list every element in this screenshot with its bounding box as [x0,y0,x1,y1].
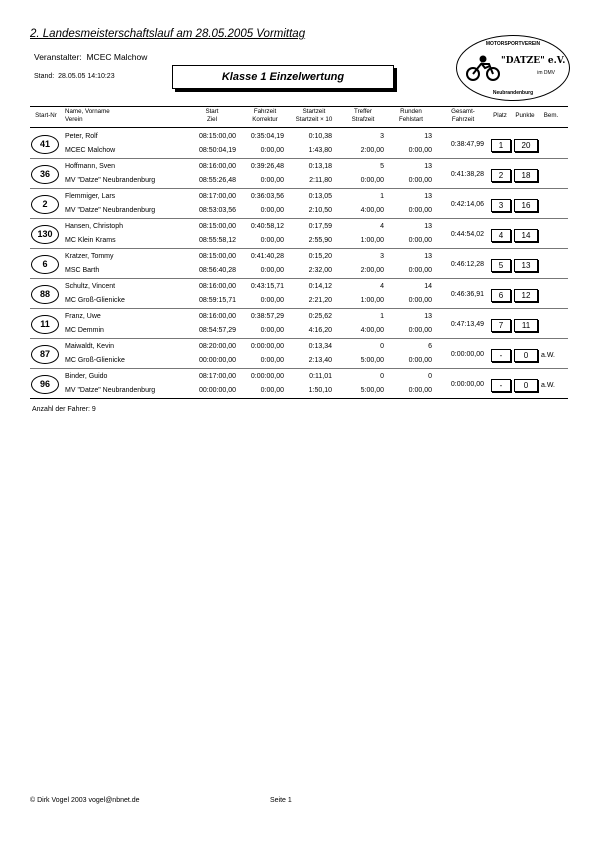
table-top-rule [30,106,568,107]
points-box: 20 [514,139,538,152]
col-startzeit-line1: Startzeit [302,108,326,115]
penalty-time: 0:00,00 [360,177,384,184]
start-time-penalty: 0:10,38 [308,133,332,140]
finish-time: 08:56:40,28 [199,267,236,274]
col-start [186,108,238,124]
start-number-badge: 87 [31,345,59,364]
row-separator [30,338,568,339]
hits: 3 [380,133,384,140]
start-time: 08:20:00,00 [199,343,236,350]
start-time: 08:15:00,00 [199,133,236,140]
start-time-x10: 2:11,80 [309,177,332,184]
place-box: 5 [491,259,511,272]
finish-time: 08:50:04,19 [199,147,236,154]
ride-time: 0:40:58,12 [250,223,284,230]
ride-time: 0:00:00,00 [250,343,284,350]
finish-time: 08:55:58,12 [199,237,236,244]
place-box: - [491,349,511,362]
total-time: 0:46:12,28 [450,261,484,268]
row-separator [30,278,568,279]
start-time: 08:16:00,00 [199,163,236,170]
col-runden [388,108,434,124]
laps: 13 [424,133,432,140]
row-separator [30,248,568,249]
penalty-time: 2:00,00 [360,267,384,274]
total-time: 0:47:13,49 [450,321,484,328]
col-name-line1: Name, Vorname [65,108,110,115]
col-runden-line2: Fehlstart [398,116,424,123]
finish-time: 00:00:00,00 [199,387,236,394]
col-runden-line1: Runden [400,108,422,115]
rider-name: Hansen, Christoph [65,223,123,230]
col-treffer-line1: Treffer [354,108,372,115]
false-start: 0:00,00 [408,147,432,154]
hits: 3 [380,253,384,260]
penalty-time: 1:00,00 [360,297,384,304]
rider-name: Kratzer, Tommy [65,253,114,260]
laps: 14 [424,283,432,290]
hits: 4 [380,223,384,230]
start-time: 08:17:00,00 [199,193,236,200]
logo-small-text: im DMV [537,70,555,76]
correction: 0:00,00 [260,207,284,214]
rider-club: MC Groß-Glienicke [65,357,125,364]
col-fahrzeit-line1: Fahrzeit [253,108,277,115]
rider-club: MCEC Malchow [65,147,116,154]
total-time: 0:41:38,28 [450,171,484,178]
stand-value: 28.05.05 14:10:23 [58,73,115,80]
false-start: 0:00,00 [408,177,432,184]
logo-main-text: "DATZE" e.V. [501,56,566,66]
hits: 0 [380,373,384,380]
organizer-value: MCEC Malchow [86,52,148,62]
place-box: 1 [491,139,511,152]
laps: 13 [424,253,432,260]
correction: 0:00,00 [260,357,284,364]
col-bem: Bem. [543,112,559,119]
penalty-time: 4:00,00 [360,207,384,214]
points-box: 16 [514,199,538,212]
penalty-time: 2:00,00 [360,147,384,154]
false-start: 0:00,00 [408,357,432,364]
laps: 0 [428,373,432,380]
points-box: 18 [514,169,538,182]
correction: 0:00,00 [260,297,284,304]
col-gesamt-line2: Fahrzeit [451,116,475,123]
false-start: 0:00,00 [408,237,432,244]
start-time-x10: 2:32,00 [308,267,332,274]
finish-time: 08:59:15,71 [199,297,236,304]
row-separator [30,158,568,159]
penalty-time: 5:00,00 [360,357,384,364]
header-bottom-rule [30,127,568,128]
row-separator [30,398,568,399]
hits: 5 [380,163,384,170]
col-startzeit-line2: Startzeit × 10 [295,116,333,123]
col-gesamt-line1: Gesamt- [451,108,475,115]
ride-time: 0:38:57,29 [250,313,284,320]
false-start: 0:00,00 [408,387,432,394]
place-box: 2 [491,169,511,182]
laps: 13 [424,313,432,320]
hits: 0 [380,343,384,350]
motorbike-icon [465,54,501,82]
start-number-badge: 130 [31,225,59,244]
rider-name: Schultz, Vincent [65,283,116,290]
correction: 0:00,00 [260,237,284,244]
col-name-line2: Verein [65,116,83,123]
penalty-time: 5:00,00 [360,387,384,394]
organizer-label: Veranstalter: [34,52,82,62]
start-number-badge: 6 [31,255,59,274]
start-time-penalty: 0:14,12 [308,283,332,290]
total-time: 0:00:00,00 [450,381,484,388]
finish-time: 08:54:57,29 [199,327,236,334]
false-start: 0:00,00 [408,327,432,334]
ride-time: 0:43:15,71 [250,283,284,290]
correction: 0:00,00 [260,387,284,394]
row-separator [30,368,568,369]
start-time-penalty: 0:15,20 [308,253,332,260]
hits: 1 [380,313,384,320]
col-gesamt [438,108,488,124]
class-title: Klasse 1 Einzelwertung [172,65,394,89]
finish-time: 08:55:26,48 [199,177,236,184]
place-box: - [491,379,511,392]
row-separator [30,188,568,189]
footer-copyright: © Dirk Vogel 2003 vogel@nbnet.de [30,797,140,804]
start-time-x10: 2:10,50 [308,207,332,214]
points-box: 13 [514,259,538,272]
start-time: 08:15:00,00 [199,253,236,260]
rider-club: MV "Datze" Neubrandenburg [65,177,156,184]
correction: 0:00,00 [260,177,284,184]
start-number-badge: 36 [31,165,59,184]
start-number-badge: 11 [31,315,59,334]
start-time-x10: 1:43,80 [308,147,332,154]
col-startzeit [290,108,338,124]
start-time-x10: 2:21,20 [308,297,332,304]
ride-time: 0:39:26,48 [250,163,284,170]
ride-time: 0:41:40,28 [250,253,284,260]
points-box: 0 [514,349,538,362]
rider-club: MV "Datze" Neubrandenburg [65,387,156,394]
rider-club: MV "Datze" Neubrandenburg [65,207,156,214]
logo-top-text: MOTORSPORTVEREIN [485,41,541,47]
rider-club: MSC Barth [65,267,100,274]
start-number-badge: 88 [31,285,59,304]
rider-name: Binder, Guido [65,373,108,380]
rider-count: Anzahl der Fahrer: 9 [32,406,96,413]
rider-name: Hoffmann, Sven [65,163,116,170]
place-box: 6 [491,289,511,302]
place-box: 3 [491,199,511,212]
row-separator [30,218,568,219]
row-separator [30,308,568,309]
stand-label: Stand: [34,73,55,80]
finish-time: 08:53:03,56 [199,207,236,214]
start-time: 08:16:00,00 [199,313,236,320]
start-time: 08:16:00,00 [199,283,236,290]
rider-name: Franz, Uwe [65,313,101,320]
points-box: 12 [514,289,538,302]
correction: 0:00,00 [260,327,284,334]
correction: 0:00,00 [260,267,284,274]
false-start: 0:00,00 [408,267,432,274]
finish-time: 00:00:00,00 [199,357,236,364]
start-number-badge: 41 [31,135,59,154]
start-time-x10: 2:55,90 [308,237,332,244]
remark: a.W. [541,352,556,359]
points-box: 11 [514,319,538,332]
col-startnr: Start-Nr [35,112,57,119]
penalty-time: 4:00,00 [360,327,384,334]
penalty-time: 1:00,00 [360,237,384,244]
hits: 4 [380,283,384,290]
laps: 13 [424,193,432,200]
rider-club: MC Demmin [65,327,104,334]
correction: 0:00,00 [260,147,284,154]
stand-line [34,73,115,80]
col-fahrzeit [242,108,288,124]
laps: 13 [424,163,432,170]
start-time-penalty: 0:13,05 [308,193,332,200]
start-number-badge: 2 [31,195,59,214]
total-time: 0:46:36,91 [450,291,484,298]
rider-name: Flemmiger, Lars [65,193,116,200]
col-treffer-line2: Strafzeit [351,116,375,123]
start-time-x10: 4:16,20 [308,327,332,334]
hits: 1 [380,193,384,200]
points-box: 14 [514,229,538,242]
start-time-x10: 1:50,10 [308,387,332,394]
place-box: 4 [491,229,511,242]
start-time-penalty: 0:11,01 [309,373,332,380]
start-time-penalty: 0:25,62 [308,313,332,320]
points-box: 0 [514,379,538,392]
start-time-penalty: 0:17,59 [308,223,332,230]
col-punkte: Punkte [515,112,535,119]
laps: 13 [424,223,432,230]
false-start: 0:00,00 [408,297,432,304]
start-time: 08:15:00,00 [199,223,236,230]
false-start: 0:00,00 [408,207,432,214]
total-time: 0:00:00,00 [450,351,484,358]
start-time-x10: 2:13,40 [308,357,332,364]
ride-time: 0:35:04,19 [250,133,284,140]
col-platz: Platz [493,112,507,119]
start-time: 08:17:00,00 [199,373,236,380]
start-number-badge: 96 [31,375,59,394]
rider-name: Peter, Rolf [65,133,98,140]
col-fahrzeit-line2: Korrektur [252,116,278,123]
rider-name: Maiwaldt, Kevin [65,343,115,350]
col-start-line2: Ziel [207,116,217,123]
ride-time: 0:36:03,56 [250,193,284,200]
page-title: 2. Landesmeisterschaftslauf am 28.05.2005 Vormittag [30,28,306,40]
footer-page: Seite 1 [270,797,292,804]
col-name [65,108,110,124]
total-time: 0:44:54,02 [450,231,484,238]
total-time: 0:38:47,99 [450,141,484,148]
col-treffer [340,108,386,124]
rider-club: MC Groß-Glienicke [65,297,125,304]
laps: 6 [428,343,432,350]
total-time: 0:42:14,06 [450,201,484,208]
place-box: 7 [491,319,511,332]
ride-time: 0:00:00,00 [250,373,284,380]
organizer-line [34,52,147,62]
col-start-line1: Start [205,108,219,115]
remark: a.W. [541,382,556,389]
start-time-penalty: 0:13,34 [308,343,332,350]
rider-club: MC Klein Krams [65,237,116,244]
start-time-penalty: 0:13,18 [308,163,332,170]
logo-bottom-text: Neubrandenburg [492,90,534,96]
club-logo [456,35,570,101]
